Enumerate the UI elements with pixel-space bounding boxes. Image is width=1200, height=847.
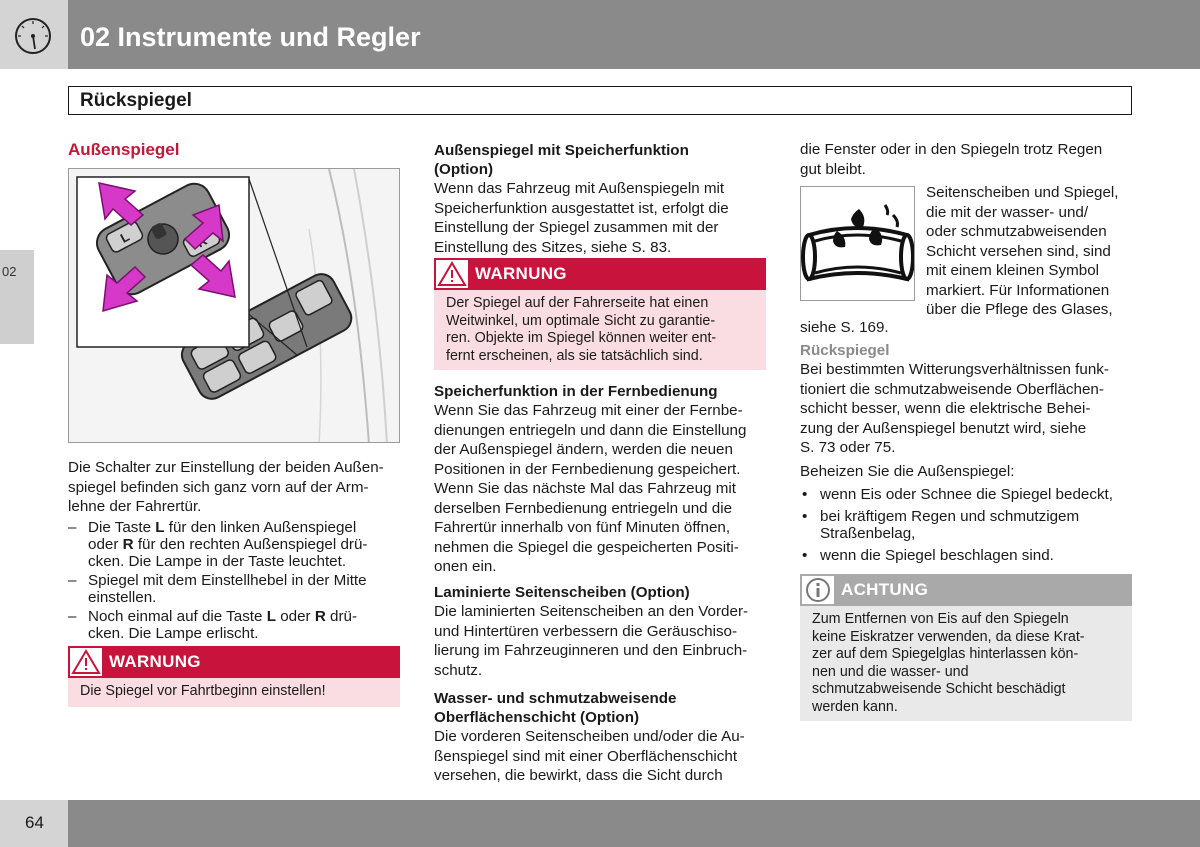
list-item: – Noch einmal auf die Taste L oder R drü- cken. Die Lampe erlischt. xyxy=(68,608,403,642)
intro-line: Die Schalter zur Einstellung der beiden Außen- xyxy=(68,459,384,476)
memory-paragraph: Wenn das Fahrzeug mit Außenspiegeln mit Speicherfunktion ausgestattet ist, erfolgt die Einstellung der Spiegel zusammen mit der Einstellung des Sitzes, siehe S. 83. xyxy=(434,180,729,256)
note-body: Zum Entfernen von Eis auf den Spiegeln keine Eiskratzer verwenden, da diese Krat- zer auf dem Spiegelglas hinterlassen kön- nen und die wasser- und schmutzabweisende Schicht beschädigt werden kann. xyxy=(800,606,1132,721)
list-item: • wenn die Spiegel beschlagen sind. xyxy=(800,547,1140,565)
remote-paragraph: Wenn Sie das Fahrzeug mit einer der Fernbe- dienungen entriegeln und dann die Einstellung der Außenspiegel ändern, werden die neuen Positionen in der Fernbedienung gespeichert. Wenn Sie das nächste Mal das Fahrzeug mit derselben Fernbedienung entriegeln und die Fahrertür innerhalb von fünf Minuten öffnen, nehmen die Spiegel die gespeicherten Positi- onen ein. xyxy=(434,402,747,575)
warning-body: Der Spiegel auf der Fahrerseite hat einen Weitwinkel, um optimale Sicht zu garantie- ren. Objekte im Spiegel können weiter ent- fernt erscheinen, als sie tatsächlich sind. xyxy=(434,290,766,370)
list-item: – Spiegel mit dem Einstellhebel in der Mitte einstellen. xyxy=(68,572,403,606)
col2-coating xyxy=(434,689,774,786)
laminated-heading: Laminierte Seitenscheiben (Option) xyxy=(434,584,690,601)
col2-remote xyxy=(434,382,774,577)
section-title: Rückspiegel xyxy=(80,90,192,111)
page-number: 64 xyxy=(25,813,44,832)
header-icon-block xyxy=(0,0,68,69)
svg-text:L: L xyxy=(117,228,132,246)
chapter-side-tab xyxy=(0,250,34,344)
heading-rueckspiegel: Rückspiegel xyxy=(800,342,890,359)
col3-continuation: die Fenster oder in den Spiegeln trotz Regen gut bleibt. xyxy=(800,141,1103,178)
water-repellent-glass-icon xyxy=(800,186,915,301)
page-footer xyxy=(0,800,1200,847)
key-l: L xyxy=(155,519,165,536)
section-title-box xyxy=(68,86,1132,115)
gauge-icon xyxy=(14,17,52,55)
page-header xyxy=(0,0,1200,69)
info-icon xyxy=(802,576,834,604)
warning-title: WARNUNG xyxy=(109,652,201,671)
note-title: ACHTUNG xyxy=(841,580,929,599)
col1-dash-list xyxy=(68,519,403,644)
coating-paragraph: Die vorderen Seitenscheiben und/oder die Au- ßenspiegel sind mit einer Oberflächenschicht versehen, die bewirkt, dass die Sicht durch xyxy=(434,728,745,784)
side-tab-label: 02 xyxy=(2,264,17,279)
memory-heading: Außenspiegel mit Speicherfunktion (Option) xyxy=(434,142,689,178)
heat-intro: Beheizen Sie die Außenspiegel: xyxy=(800,463,1015,480)
list-item: • bei kräftigem Regen und schmutzigem Straßenbelag, xyxy=(800,508,1140,543)
intro-line: lehne der Fahrertür. xyxy=(68,498,202,515)
mirror-control-switch-illustration xyxy=(68,168,400,443)
laminated-paragraph: Die laminierten Seitenscheiben an den Vorder- und Hintertüren verbessern die Geräuschiso- lierung im Fahrzeuginneren und den Einbruch- schutz. xyxy=(434,603,749,679)
col2-memory xyxy=(434,141,769,257)
warning-triangle-icon xyxy=(436,260,468,288)
list-item: – Die Taste L für den linken Außenspiegel oder R für den rechten Außenspiegel drü- cken. Die Lampe in der Taste leuchtet. xyxy=(68,519,403,570)
note-bar xyxy=(800,574,1132,606)
key-l: L xyxy=(266,608,276,625)
col2-laminated xyxy=(434,583,774,680)
col1-intro xyxy=(68,458,403,517)
key-r: R xyxy=(314,608,326,625)
key-r: R xyxy=(122,536,134,553)
warning-bar xyxy=(434,258,766,290)
list-item: • wenn Eis oder Schnee die Spiegel bedeckt, xyxy=(800,486,1140,504)
heating-paragraph: Bei bestimmten Witterungsverhältnissen funk- tioniert die schmutzabweisende Oberflächen- schicht besser, wenn die elektrische Behei- zung der Außenspiegel benutzt wird, siehe S. 73 oder 75. xyxy=(800,361,1109,456)
remote-heading: Speicherfunktion in der Fernbedienung xyxy=(434,383,718,400)
warning-bar xyxy=(68,646,400,678)
heat-bullet-list xyxy=(800,486,1140,568)
coating-heading: Wasser- und schmutzabweisende Oberflächenschicht (Option) xyxy=(434,690,677,726)
intro-line: spiegel befinden sich ganz vorn auf der Arm- xyxy=(68,478,369,496)
warning-triangle-icon xyxy=(70,648,102,676)
warning-title: WARNUNG xyxy=(475,264,567,283)
chapter-title: 02 Instrumente und Regler xyxy=(80,22,421,52)
heading-aussenspiegel: Außenspiegel xyxy=(68,140,180,159)
glass-icon-description: Seitenscheiben und Spiegel, die mit der wasser- und/ oder schmutzabweisenden Schicht versehen sind, sind mit einem kleinen Symbol markiert. Für Informationen über die Pflege des Glases, xyxy=(926,184,1119,318)
warning-body: Die Spiegel vor Fahrtbeginn einstellen! xyxy=(68,678,400,707)
footer-page-block xyxy=(0,800,68,847)
see-page-reference: siehe S. 169. xyxy=(800,319,889,336)
